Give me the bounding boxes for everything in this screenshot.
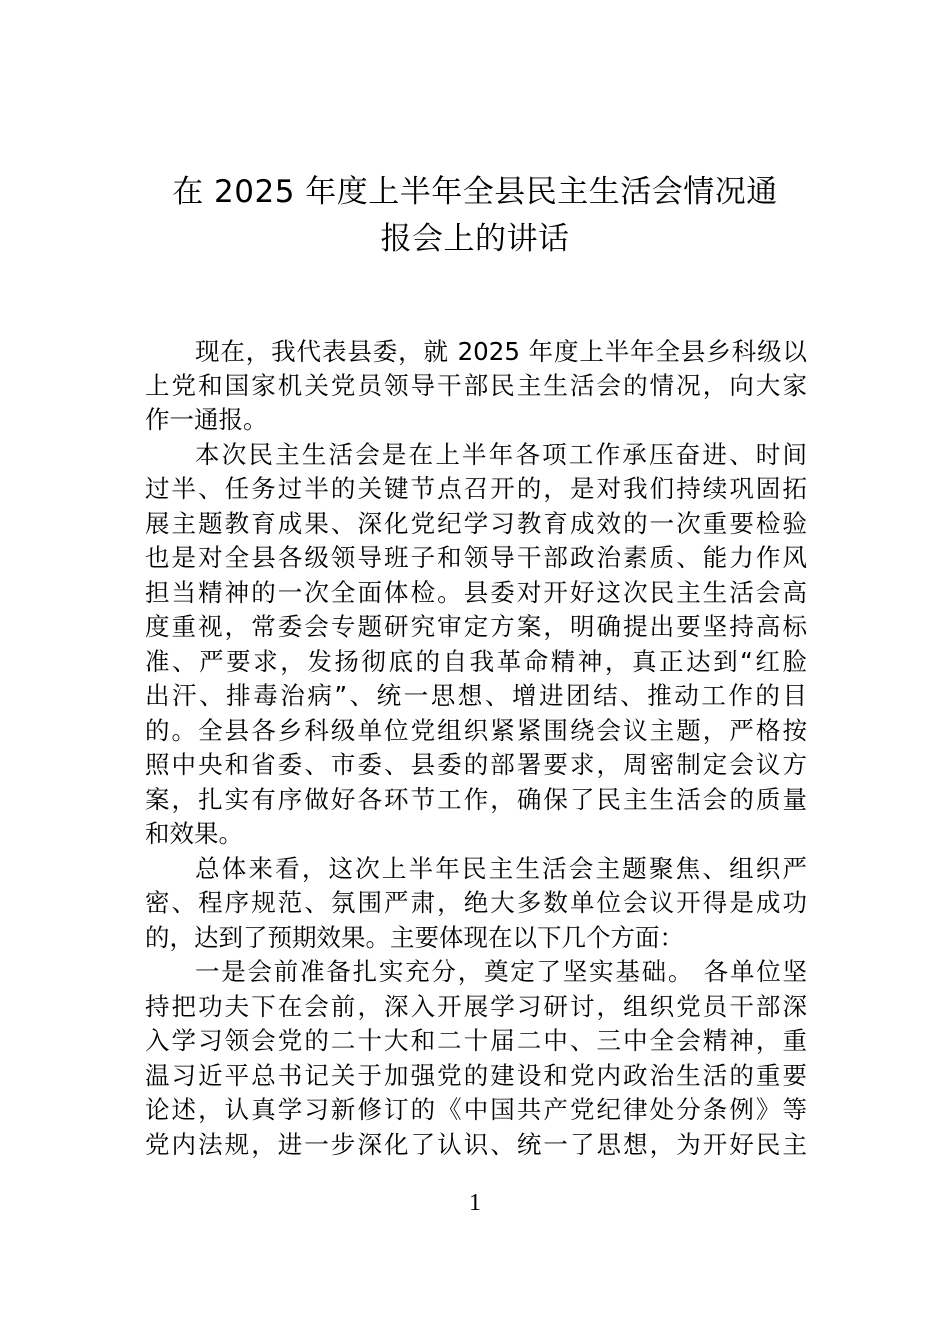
paragraph-line: 准、严要求，发扬彻底的自我革命精神，真正达到“红脸 (145, 647, 807, 676)
paragraph-line: 也是对全县各级领导班子和领导干部政治素质、能力作风 (145, 543, 807, 572)
paragraph-line: 上党和国家机关党员领导干部民主生活会的情况，向大家 (145, 371, 807, 400)
paragraph-line: 作一通报。 (145, 405, 268, 434)
paragraph-line: 本次民主生活会是在上半年各项工作承压奋进、时间 (195, 440, 807, 469)
paragraph-line: 的，达到了预期效果。主要体现在以下几个方面： (145, 923, 684, 952)
paragraph-line: 现在，我代表县委，就 2025 年度上半年全县乡科级以 (195, 337, 807, 366)
paragraph-line: 总体来看，这次上半年民主生活会主题聚焦、组织严 (195, 854, 807, 883)
paragraph-line: 的。全县各乡科级单位党组织紧紧围绕会议主题，严格按 (145, 716, 807, 745)
document-title-line-2: 报会上的讲话 (380, 221, 570, 257)
paragraph-line: 持把功夫下在会前，深入开展学习研讨，组织党员干部深 (145, 992, 807, 1021)
page-number: 1 (469, 1190, 481, 1216)
paragraph-line: 案，扎实有序做好各环节工作，确保了民主生活会的质量 (145, 785, 807, 814)
paragraph-line: 密、程序规范、氛围严肃，绝大多数单位会议开得是成功 (145, 888, 807, 917)
paragraph-line: 论述，认真学习新修订的《中国共产党纪律处分条例》等 (145, 1095, 807, 1124)
paragraph-line: 一是会前准备扎实充分，奠定了坚实基础。 各单位坚 (195, 957, 807, 986)
paragraph-line: 入学习领会党的二十大和二十届二中、三中全会精神，重 (145, 1026, 807, 1055)
paragraph-line: 出汗、排毒治病”、统一思想、增进团结、推动工作的目 (145, 681, 807, 710)
paragraph-line: 担当精神的一次全面体检。县委对开好这次民主生活会高 (145, 578, 807, 607)
paragraph-line: 度重视，常委会专题研究审定方案，明确提出要坚持高标 (145, 612, 807, 641)
paragraph-line: 展主题教育成果、深化党纪学习教育成效的一次重要检验 (145, 509, 807, 538)
paragraph-line: 温习近平总书记关于加强党的建设和党内政治生活的重要 (145, 1061, 807, 1090)
document-title-line-1: 在 2025 年度上半年全县民主生活会情况通 (172, 174, 778, 210)
paragraph-line: 过半、任务过半的关键节点召开的，是对我们持续巩固拓 (145, 474, 807, 503)
paragraph-line: 照中央和省委、市委、县委的部署要求，周密制定会议方 (145, 750, 807, 779)
paragraph-line: 和效果。 (145, 819, 243, 848)
paragraph-line: 党内法规，进一步深化了认识、统一了思想，为开好民主 (145, 1130, 807, 1159)
